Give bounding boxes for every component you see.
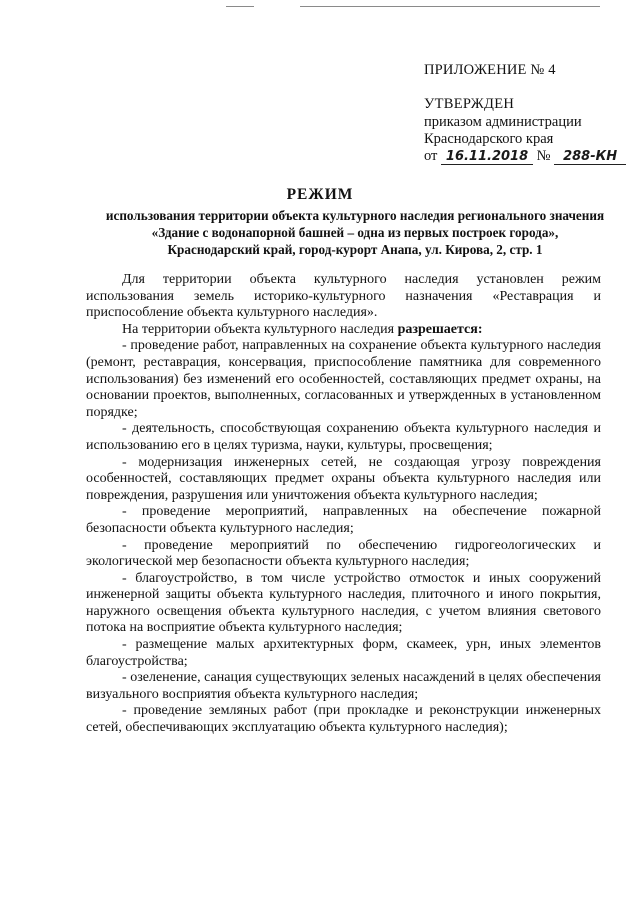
intro-paragraph: Для территории объекта культурного наследия установлен режим использования земель историко-культурного назначения «Реставрация и приспособление объекта культурного наследия».: [86, 272, 601, 321]
scan-edge-line: [300, 6, 600, 7]
from-label: от: [424, 148, 438, 164]
scan-edge-line: [226, 6, 254, 7]
handwritten-date: 16.11.2018: [441, 150, 533, 165]
document-subtitle: использования территории объекта культурного наследия регионального значения «Здание с водонапорной башней – одна из первых построек города», Краснодарский край, город-курорт Анапа, ул. Кирова, 2, стр. 1: [105, 208, 605, 257]
order-date-number: [424, 148, 626, 165]
list-item: - проведение мероприятий по обеспечению гидрогеологических и экологической мер безопасности объекта культурного наследия;: [86, 537, 601, 570]
appendix-number: ПРИЛОЖЕНИЕ № 4: [424, 62, 556, 78]
permitted-lead: На территории объекта культурного наследия: [122, 321, 395, 337]
permitted-word: разрешается:: [397, 321, 483, 337]
list-item: - проведение земляных работ (при прокладке и реконструкции инженерных сетей, обеспечивающих эксплуатацию объекта культурного наследия);: [86, 703, 601, 736]
approval-block: [424, 96, 626, 165]
order-line-2: Краснодарского края: [424, 131, 554, 147]
permitted-heading: [86, 322, 601, 339]
list-item: - проведение работ, направленных на сохранение объекта культурного наследия (ремонт, реставрация, консервация, приспособление памятника для современного использования) без изменений его особенностей, составляющих предмет охраны, на основании проектов, выполненных, согласованных и утвержденных в установленном порядке;: [86, 338, 601, 420]
list-item: - благоустройство, в том числе устройство отмосток и иных сооружений инженерной защиты объекта культурного наследия, плиточного и иного покрытия, наружного освещения объекта культурного наследия, с учетом влияния светового потока на восприятие объекта культурного наследия;: [86, 570, 601, 636]
list-item: - модернизация инженерных сетей, не создающая угрозу повреждения особенностей, составляющих предмет охраны объекта культурного наследия или повреждения, разрушения или уничтожения объекта культурного наследия;: [86, 454, 601, 503]
list-item: - озеленение, санация существующих зеленых насаждений в целях обеспечения визуального восприятия объекта культурного наследия;: [86, 670, 601, 702]
document-body: [86, 272, 601, 737]
list-item: - деятельность, способствующая сохранению объекта культурного наследия и использованию его в целях туризма, науки, культуры, просвещения;: [86, 421, 601, 453]
list-item: - проведение мероприятий, направленных на обеспечение пожарной безопасности объекта культурного наследия;: [86, 504, 601, 536]
document-title: РЕЖИМ: [286, 186, 354, 203]
list-item: - размещение малых архитектурных форм, скамеек, урн, иных элементов благоустройства;: [86, 637, 601, 669]
handwritten-number: 288-КН: [554, 150, 626, 165]
number-label: №: [536, 148, 551, 164]
order-line-1: приказом администрации: [424, 114, 582, 130]
approved-heading: УТВЕРЖДЕН: [424, 96, 515, 112]
